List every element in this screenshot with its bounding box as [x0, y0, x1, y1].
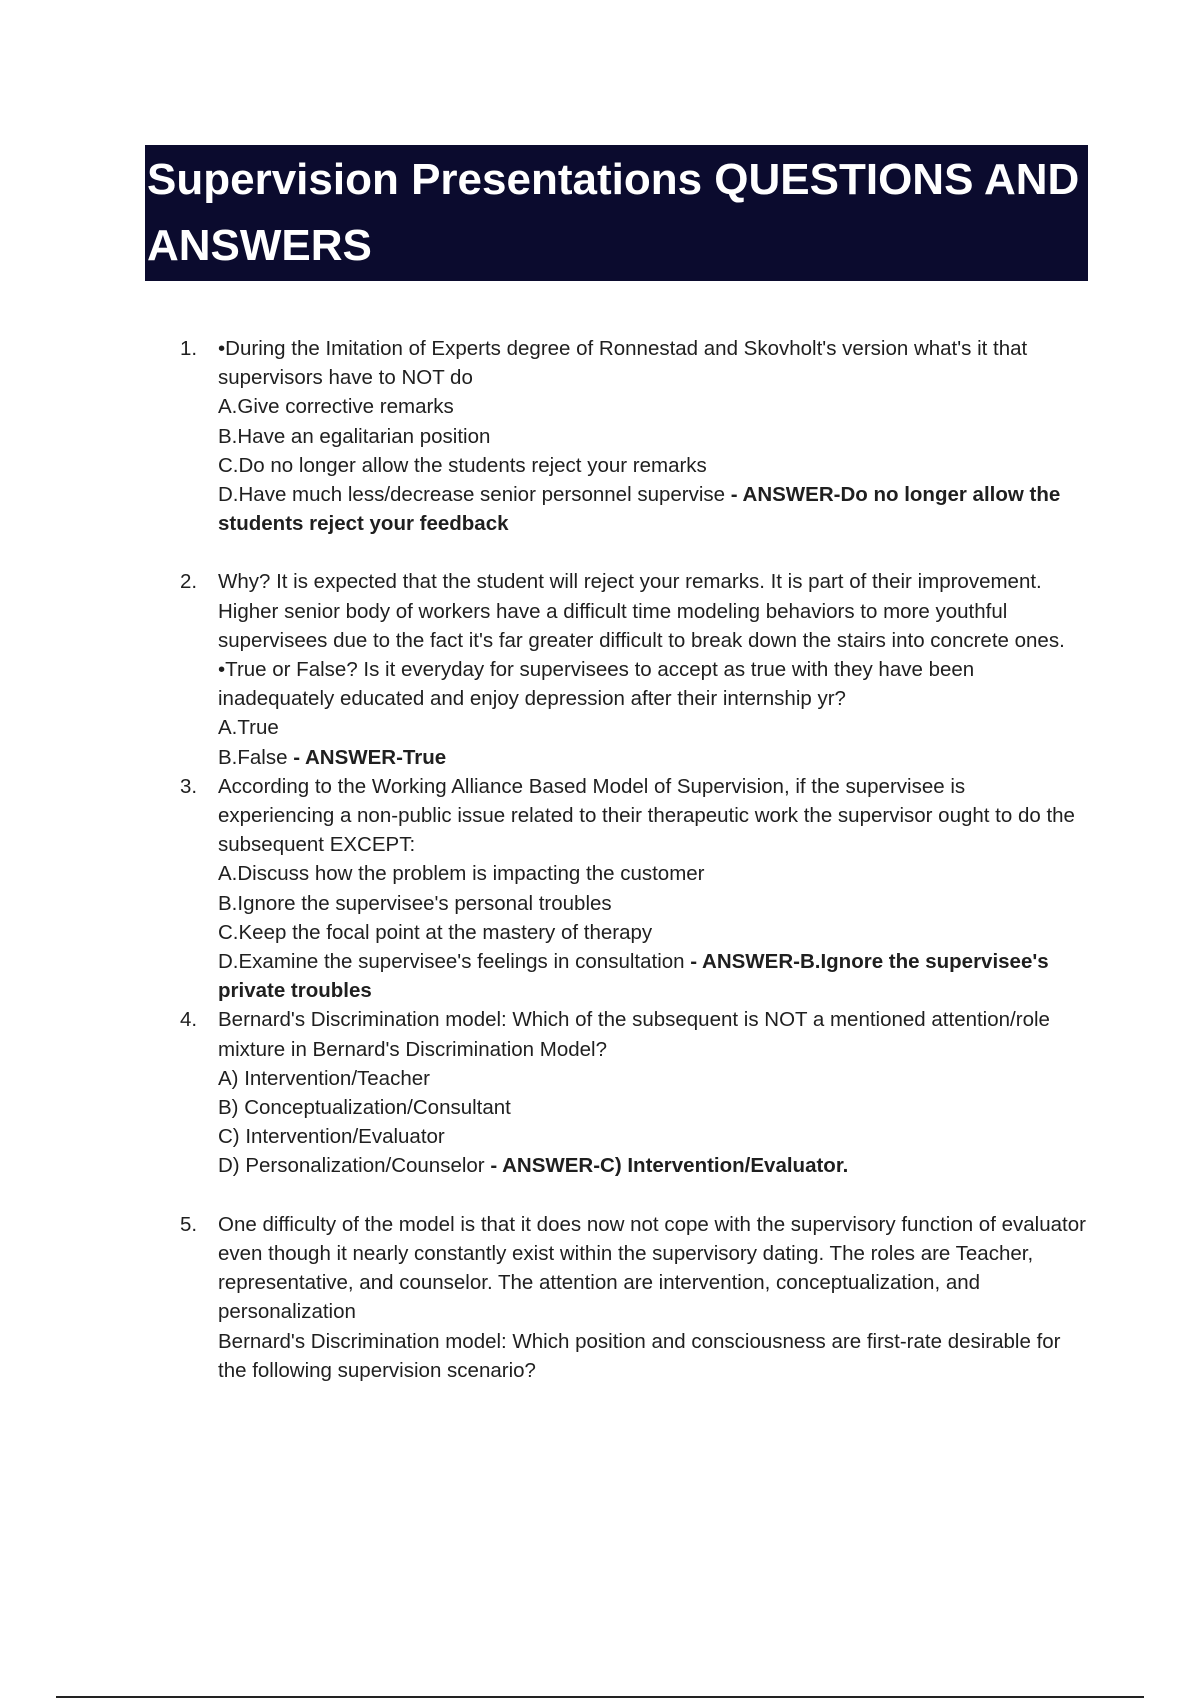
option-text: A.Discuss how the problem is impacting the customer — [218, 862, 705, 886]
option-text: B.Have an egalitarian position — [218, 424, 491, 448]
question-text: According to the Working Alliance Based Model of Supervision, if the supervisee is experiencing a non-public issue related to their therapeutic work the supervisor ought to do the subsequent EXCEPT: — [218, 774, 1075, 857]
option-text: A) Intervention/Teacher — [218, 1066, 430, 1090]
option-with-answer — [218, 1151, 1086, 1180]
option-text: A.Give corrective remarks — [218, 395, 454, 419]
option-with-answer — [218, 947, 1086, 1005]
question-list — [176, 334, 1086, 1385]
answer-text: - ANSWER-Do no longer allow the students reject your feedback — [218, 483, 1061, 536]
option-text: D) Personalization/Counselor — [218, 1154, 485, 1178]
question-text: Why? It is expected that the student will reject your remarks. It is part of their improvement. Higher senior body of workers have a difficult time modeling behaviors to more youthful supervisees due to the fact it's far greater difficult to break down the stairs into concrete ones. — [218, 570, 1065, 652]
option-text: C) Intervention/Evaluator — [218, 1125, 445, 1149]
option-text: C.Keep the focal point at the mastery of therapy — [218, 920, 653, 944]
question-item — [176, 772, 1086, 1006]
question-text: •True or False? Is it everyday for supervisees to accept as true with they have been inadequately educated and enjoy depression after their internship yr? — [218, 658, 975, 711]
footer-divider — [56, 1696, 1144, 1698]
question-number: 5. — [180, 1212, 198, 1236]
option-with-answer — [218, 480, 1086, 538]
option-text: C.Do no longer allow the students reject your remarks — [218, 453, 707, 477]
document-title: Supervision Presentations QUESTIONS AND ANSWERS — [147, 155, 1080, 270]
option-text: B) Conceptualization/Consultant — [218, 1096, 511, 1120]
question-number: 1. — [180, 337, 198, 360]
option-with-answer — [218, 743, 1086, 772]
question-text: One difficulty of the model is that it does now not cope with the supervisory function of evaluator even though it nearly constantly exist within the supervisory dating. The roles are Teacher, representative, and counselor. The attention are intervention, conceptualization, and personalization — [218, 1212, 1086, 1324]
question-text: Bernard's Discrimination model: Which of the subsequent is NOT a mentioned attention/role mixture in Bernard's Discrimination Model? — [218, 1008, 1050, 1061]
question-text: •During the Imitation of Experts degree of Ronnestad and Skovholt's version what's it that supervisors have to NOT do — [218, 337, 1028, 390]
question-item — [176, 567, 1086, 771]
answer-text: - ANSWER-B.Ignore the supervisee's private troubles — [218, 950, 1049, 1003]
option-text: D.Have much less/decrease senior personnel supervise — [218, 483, 726, 507]
question-item — [176, 1210, 1086, 1385]
title-banner — [145, 145, 1088, 281]
option-text: B.False — [218, 745, 288, 769]
question-number: 2. — [180, 570, 198, 594]
question-text: Bernard's Discrimination model: Which position and consciousness are first-rate desirable for the following supervision scenario? — [218, 1329, 1061, 1382]
option-text: A.True — [218, 716, 279, 740]
option-text: B.Ignore the supervisee's personal troubles — [218, 891, 612, 915]
question-item — [176, 334, 1086, 538]
answer-text: - ANSWER-C) Intervention/Evaluator. — [484, 1154, 849, 1178]
question-number: 3. — [180, 774, 198, 798]
answer-text: - ANSWER-True — [287, 745, 447, 769]
option-text: D.Examine the supervisee's feelings in consultation — [218, 950, 685, 974]
question-number: 4. — [180, 1008, 198, 1032]
question-item — [176, 1005, 1086, 1180]
